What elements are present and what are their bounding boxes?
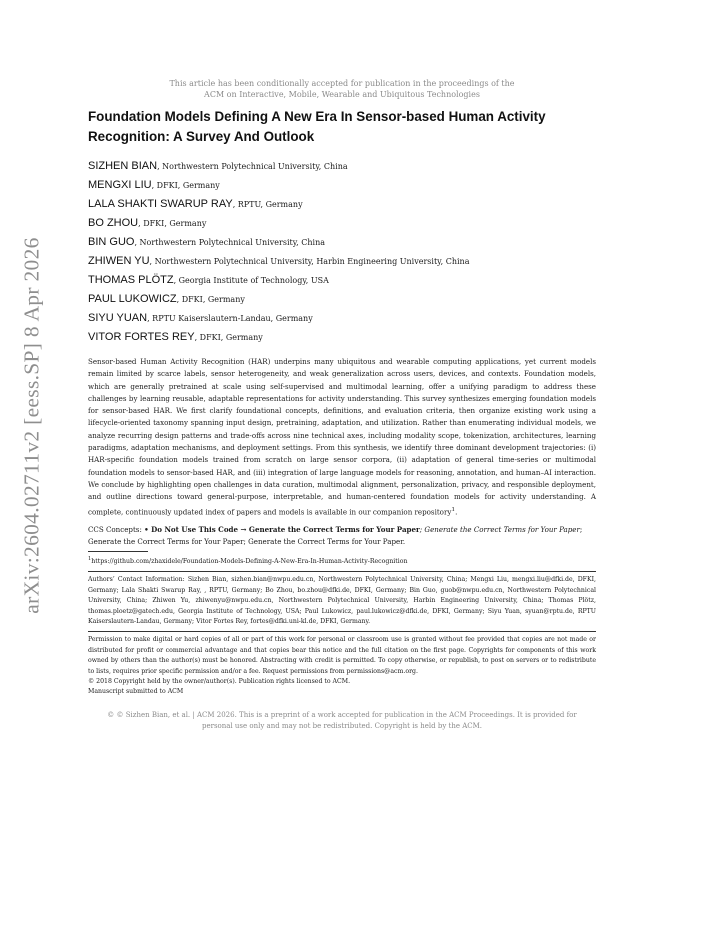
- author-affiliation: , Northwestern Polytechnical University, China: [157, 162, 348, 171]
- paper-title: [88, 107, 596, 147]
- author-name: PAUL LUKOWICZ: [88, 293, 177, 305]
- acceptance-notice-line: This article has been conditionally accepted for publication in the proceedings of the: [169, 79, 515, 88]
- author-affiliation: , RPTU Kaiserslautern-Landau, Germany: [147, 314, 313, 323]
- abstract-text: Sensor-based Human Activity Recognition (HAR) underpins many ubiquitous and wearable computing applications, yet current models remain limited by scarce labels, sensor heterogeneity, and weak generalization across users, devices, and contexts. Foundation models, which are generally pretrained at scale using self-supervised and multimodal learning, offer a unifying paradigm to address these challenges by learning reusable, adaptable representations for activity understanding. This survey synthesizes emerging foundation models for sensor-based HAR. We first clarify foundational concepts, definitions, and evaluation criteria, then organize existing work using a lifecycle-oriented taxonomy spanning input design, pretraining, adaptation, and utilization. Rather than enumerating individual models, we analyze recurring design patterns and trade-offs across nine technical axes, including modality scope, tokenization, architectures, learning paradigms, adaptation mechanisms, and deployment settings. From this synthesis, we identify three dominant development trajectories: (i) HAR-specific foundation models trained from scratch on large sensor corpora, (ii) adaptation of general time-series or multimodal foundation models to sensor-based HAR, and (iii) integration of large language models for reasoning, annotation, and human–AI interaction. We conclude by highlighting open challenges in data curation, multimodal alignment, personalization, privacy, and responsible deployment, and outline directions toward general-purpose, interpretable, and human-centered foundation models for activity understanding. A complete, continuously updated index of papers and models is available in our companion repository: [88, 357, 596, 516]
- permission-divider: [88, 631, 596, 632]
- author-entry: [88, 290, 596, 309]
- ccs-term-italic: ; Generate the Correct Terms for Your Paper: [419, 525, 580, 535]
- manuscript-line: Manuscript submitted to ACM: [88, 688, 184, 696]
- repository-link[interactable]: https://github.com/zhaxidele/Foundation-Models-Defining-A-New-Era-In-Human-Activity-Recognition: [91, 558, 408, 566]
- ccs-concepts: [88, 524, 596, 548]
- paper-title-line: Foundation Models Defining A New Era In Sensor-based Human Activity: [88, 109, 546, 124]
- paper-first-page: [88, 78, 596, 733]
- ccs-label: CCS Concepts:: [88, 525, 145, 535]
- author-entry: [88, 328, 596, 347]
- author-name: VITOR FORTES REY: [88, 331, 195, 343]
- author-name: ZHIWEN YU: [88, 255, 150, 267]
- author-list: [88, 157, 596, 347]
- ccs-terms: ; Generate the Correct Terms for Your Paper; Generate the Correct Terms for Your Paper.: [88, 525, 583, 547]
- author-affiliation: , RPTU, Germany: [232, 200, 303, 209]
- author-affiliation: , DFKI, Germany: [138, 219, 207, 228]
- author-entry: [88, 309, 596, 328]
- author-entry: [88, 157, 596, 176]
- author-name: BIN GUO: [88, 236, 135, 248]
- author-affiliation: , Northwestern Polytechnical University, Harbin Engineering University, China: [149, 257, 470, 266]
- author-entry: [88, 176, 596, 195]
- paper-title-line: Recognition: A Survey And Outlook: [88, 129, 315, 144]
- author-name: SIYU YUAN: [88, 312, 148, 324]
- authors-contact-information: Authors’ Contact Information: Sizhen Bian, sizhen.bian@nwpu.edu.cn, Northwestern Polytechnical University, China; Mengxi Liu, mengxi.liu@dfki.de, DFKI, Germany; Lala Shakti Swarup Ray, , RPTU, Germany; Bo Zhou, bo.zhou@dfki.de, DFKI, Germany; Bin Guo, guob@nwpu.edu.cn, Northwestern Polytechnical University, China; Zhiwen Yu, zhiwenyu@nwpu.edu.cn, Northwestern Polytechnical University, Harbin Engineering University, China; Thomas Plötz, thomas.ploetz@gatech.edu, Georgia Institute of Technology, USA; Paul Lukowicz, paul.lukowicz@dfki.de, DFKI, Germany; Siyu Yuan, syuan@rptu.de, RPTU Kaiserslautern-Landau, Germany; Vitor Fortes Rey, fortes@dfki.uni-kl.de, DFKI, Germany.: [88, 576, 596, 625]
- permission-statement: Permission to make digital or hard copies of all or part of this work for personal or classroom use is granted without fee provided that copies are not made or distributed for profit or commercial advantage and that copies bear this notice and the full citation on the first page. Copyrights for components of this work owned by others than the author(s) must be honored. Abstracting with credit is permitted. To copy otherwise, or republish, to post on servers or to redistribute to lists, requires prior specific permission and/or a fee. Request permissions from permissions@acm.org.: [88, 636, 596, 675]
- author-affiliation: , DFKI, Germany: [194, 333, 263, 342]
- ccs-primary-term: • Do Not Use This Code → Generate the Correct Terms for Your Paper: [144, 525, 420, 535]
- author-name: SIZHEN BIAN: [88, 160, 158, 172]
- footnote-marker: 1: [451, 506, 456, 513]
- footnote-number: 1: [88, 556, 92, 563]
- author-affiliation: , DFKI, Germany: [151, 181, 220, 190]
- author-name: LALA SHAKTI SWARUP RAY: [88, 198, 233, 210]
- footnote-divider: [88, 551, 148, 552]
- author-name: MENGXI LIU: [88, 179, 152, 191]
- author-entry: [88, 214, 596, 233]
- acceptance-notice: [88, 78, 596, 100]
- contact-divider: [88, 571, 596, 572]
- arxiv-identifier: arXiv:2604.02711v2 [eess.SP] 8 Apr 2026: [19, 236, 44, 614]
- preprint-footer-line: personal use only and may not be redistributed. Copyright is held by the ACM.: [201, 722, 483, 731]
- author-affiliation: , DFKI, Germany: [176, 295, 245, 304]
- arxiv-side-stamp: [10, 190, 54, 660]
- author-entry: [88, 252, 596, 271]
- acceptance-notice-line: ACM on Interactive, Mobile, Wearable and Ubiquitous Technologies: [204, 90, 480, 99]
- author-entry: [88, 233, 596, 252]
- author-name: THOMAS PLÖTZ: [88, 274, 174, 286]
- preprint-footer: [88, 710, 596, 733]
- abstract: Sensor-based Human Activity Recognition (HAR) underpins many ubiquitous and wearable computing applications, yet current models remain limited by scarce labels, sensor heterogeneity, and weak generalization across users, devices, and contexts. Foundation models, which are generally pretrained at scale using self-supervised and multimodal learning, offer a unifying paradigm to address these challenges by learning reusable, adaptable representations for activity understanding. This survey synthesizes emerging foundation models for sensor-based HAR. We first clarify foundational concepts, definitions, and evaluation criteria, then organize existing work using a lifecycle-oriented taxonomy spanning input design, pretraining, adaptation, and utilization. Rather than enumerating individual models, we analyze recurring design patterns and trade-offs across nine technical axes, including modality scope, tokenization, architectures, learning paradigms, adaptation mechanisms, and deployment settings. From this synthesis, we identify three dominant development trajectories: (i) HAR-specific foundation models trained from scratch on large sensor corpora, (ii) adaptation of general time-series or multimodal foundation models to sensor-based HAR, and (iii) integration of large language models for reasoning, annotation, and human–AI interaction. We conclude by highlighting open challenges in data curation, multimodal alignment, personalization, privacy, and responsible deployment, and outline directions toward general-purpose, interpretable, and human-centered foundation models for activity understanding. A complete, continuously updated index of papers and models is available in our companion repository$^1$.: [88, 357, 596, 516]
- author-affiliation: , Georgia Institute of Technology, USA: [173, 276, 329, 285]
- author-entry: [88, 195, 596, 214]
- author-affiliation: , Northwestern Polytechnical University, China: [134, 238, 326, 247]
- copyright-line: © 2018 Copyright held by the owner/author(s). Publication rights licensed to ACM.: [88, 677, 351, 685]
- preprint-footer-line: © © Sizhen Bian, et al. | ACM 2026. This is a preprint of a work accepted for publication in the ACM Proceedings. It is provided for: [107, 710, 577, 719]
- author-name: BO ZHOU: [88, 217, 139, 229]
- author-entry: [88, 271, 596, 290]
- footnote: [88, 554, 596, 567]
